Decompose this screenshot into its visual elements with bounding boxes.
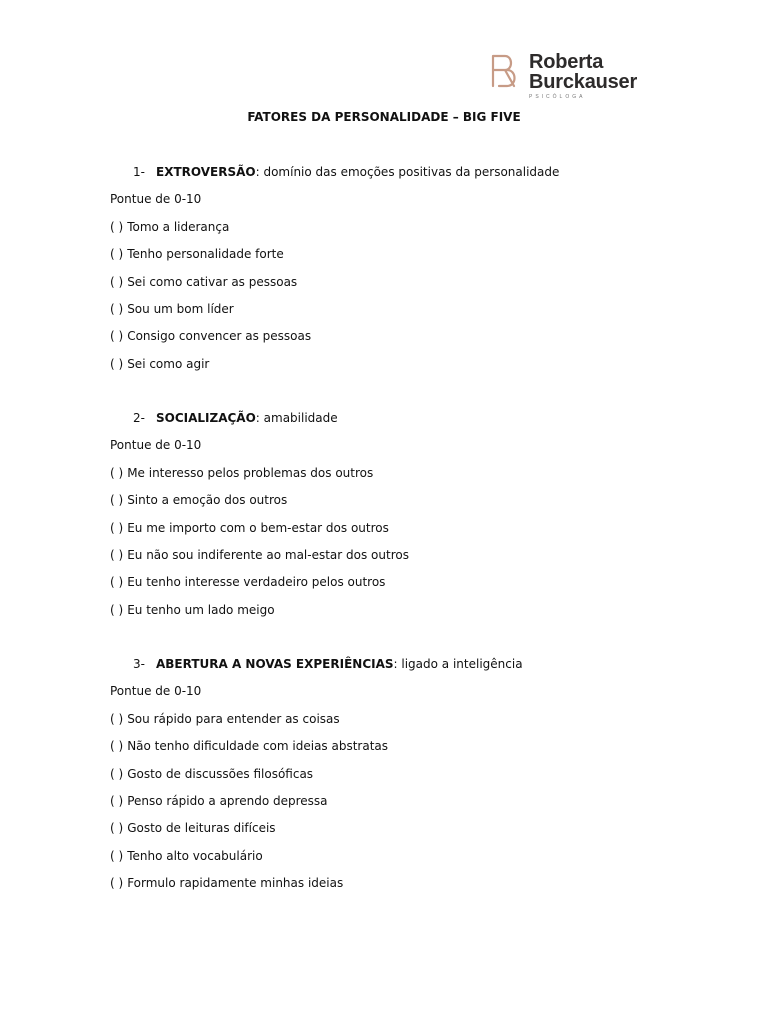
answer-blank: ( ) <box>110 876 124 891</box>
item-text: Consigo convencer as pessoas <box>127 329 312 344</box>
item-text: Eu tenho um lado meigo <box>127 602 275 617</box>
scale-instruction: Pontue de 0-10 <box>110 192 202 207</box>
section-heading-title: EXTROVERSÃO <box>156 165 256 179</box>
questionnaire-item <box>110 463 373 483</box>
answer-blank: ( ) <box>110 739 124 754</box>
section-heading <box>133 408 338 428</box>
logo-subtitle: PSICÓLOGA <box>529 94 586 100</box>
section-description: : ligado a inteligência <box>393 657 523 671</box>
answer-blank: ( ) <box>110 575 124 590</box>
questionnaire-item <box>110 791 328 811</box>
logo-first-name: Roberta <box>529 51 604 73</box>
answer-blank: ( ) <box>110 356 124 371</box>
questionnaire-item <box>110 709 340 729</box>
section-description: : domínio das emoções positivas da personalidade <box>255 165 560 179</box>
questionnaire-item <box>110 873 343 893</box>
answer-blank: ( ) <box>110 794 124 808</box>
questionnaire-item <box>110 764 313 784</box>
item-text: Tomo a liderança <box>127 219 230 234</box>
questionnaire-item <box>110 600 275 620</box>
section-number: 1- <box>133 165 145 179</box>
answer-blank: ( ) <box>110 219 124 234</box>
questionnaire-item <box>110 244 284 264</box>
questionnaire-item <box>110 572 385 592</box>
item-text: Sei como cativar as pessoas <box>127 274 298 289</box>
answer-blank: ( ) <box>110 766 124 781</box>
item-text: Eu me importo com o bem-estar dos outros <box>127 520 389 535</box>
rb-monogram-icon <box>490 54 522 88</box>
questionnaire-item <box>110 846 263 866</box>
answer-blank: ( ) <box>110 548 124 562</box>
answer-blank: ( ) <box>110 329 124 344</box>
item-text: Eu tenho interesse verdadeiro pelos outros <box>127 575 386 590</box>
item-text: Sou um bom líder <box>127 302 234 316</box>
item-text: Sei como agir <box>127 356 210 371</box>
answer-blank: ( ) <box>110 520 124 535</box>
scale-instruction: Pontue de 0-10 <box>110 438 202 453</box>
item-text: Me interesso pelos problemas dos outros <box>127 465 374 480</box>
questionnaire-item <box>110 354 209 374</box>
answer-blank: ( ) <box>110 711 124 726</box>
questionnaire-item <box>110 736 388 756</box>
item-text: Formulo rapidamente minhas ideias <box>127 876 344 891</box>
section-heading-title: ABERTURA A NOVAS EXPERIÊNCIAS <box>156 657 394 671</box>
questionnaire-item <box>110 217 229 237</box>
item-text: Sinto a emoção dos outros <box>127 493 288 508</box>
questionnaire-item <box>110 518 389 538</box>
item-text: Sou rápido para entender as coisas <box>127 711 340 726</box>
answer-blank: ( ) <box>110 465 124 480</box>
questionnaire-item <box>110 490 287 510</box>
item-text: Gosto de discussões filosóficas <box>127 766 314 781</box>
section-heading-title: SOCIALIZAÇÃO <box>156 411 256 425</box>
answer-blank: ( ) <box>110 602 124 617</box>
item-text: Tenho personalidade forte <box>127 247 284 262</box>
section-heading <box>133 162 559 182</box>
questionnaire-item <box>110 299 234 319</box>
questionnaire-item <box>110 326 311 346</box>
questionnaire-item <box>110 272 297 292</box>
answer-blank: ( ) <box>110 302 124 316</box>
answer-blank: ( ) <box>110 848 124 863</box>
document-title: FATORES DA PERSONALIDADE – BIG FIVE <box>247 110 521 124</box>
answer-blank: ( ) <box>110 493 124 508</box>
item-text: Penso rápido a aprendo depressa <box>127 794 328 808</box>
logo-last-name: Burckauser <box>529 71 638 93</box>
item-text: Tenho alto vocabulário <box>127 848 263 863</box>
answer-blank: ( ) <box>110 247 124 262</box>
answer-blank: ( ) <box>110 274 124 289</box>
section-description: : amabilidade <box>255 411 338 425</box>
item-text: Não tenho dificuldade com ideias abstratas <box>127 739 389 754</box>
questionnaire-item <box>110 818 276 838</box>
scale-instruction: Pontue de 0-10 <box>110 684 202 699</box>
answer-blank: ( ) <box>110 821 124 836</box>
section-number: 3- <box>133 657 145 671</box>
questionnaire-item <box>110 545 409 565</box>
item-text: Eu não sou indiferente ao mal-estar dos outros <box>127 548 409 562</box>
brand-logo <box>486 44 658 108</box>
section-heading <box>133 654 523 674</box>
section-number: 2- <box>133 411 145 425</box>
item-text: Gosto de leituras difíceis <box>127 821 276 836</box>
